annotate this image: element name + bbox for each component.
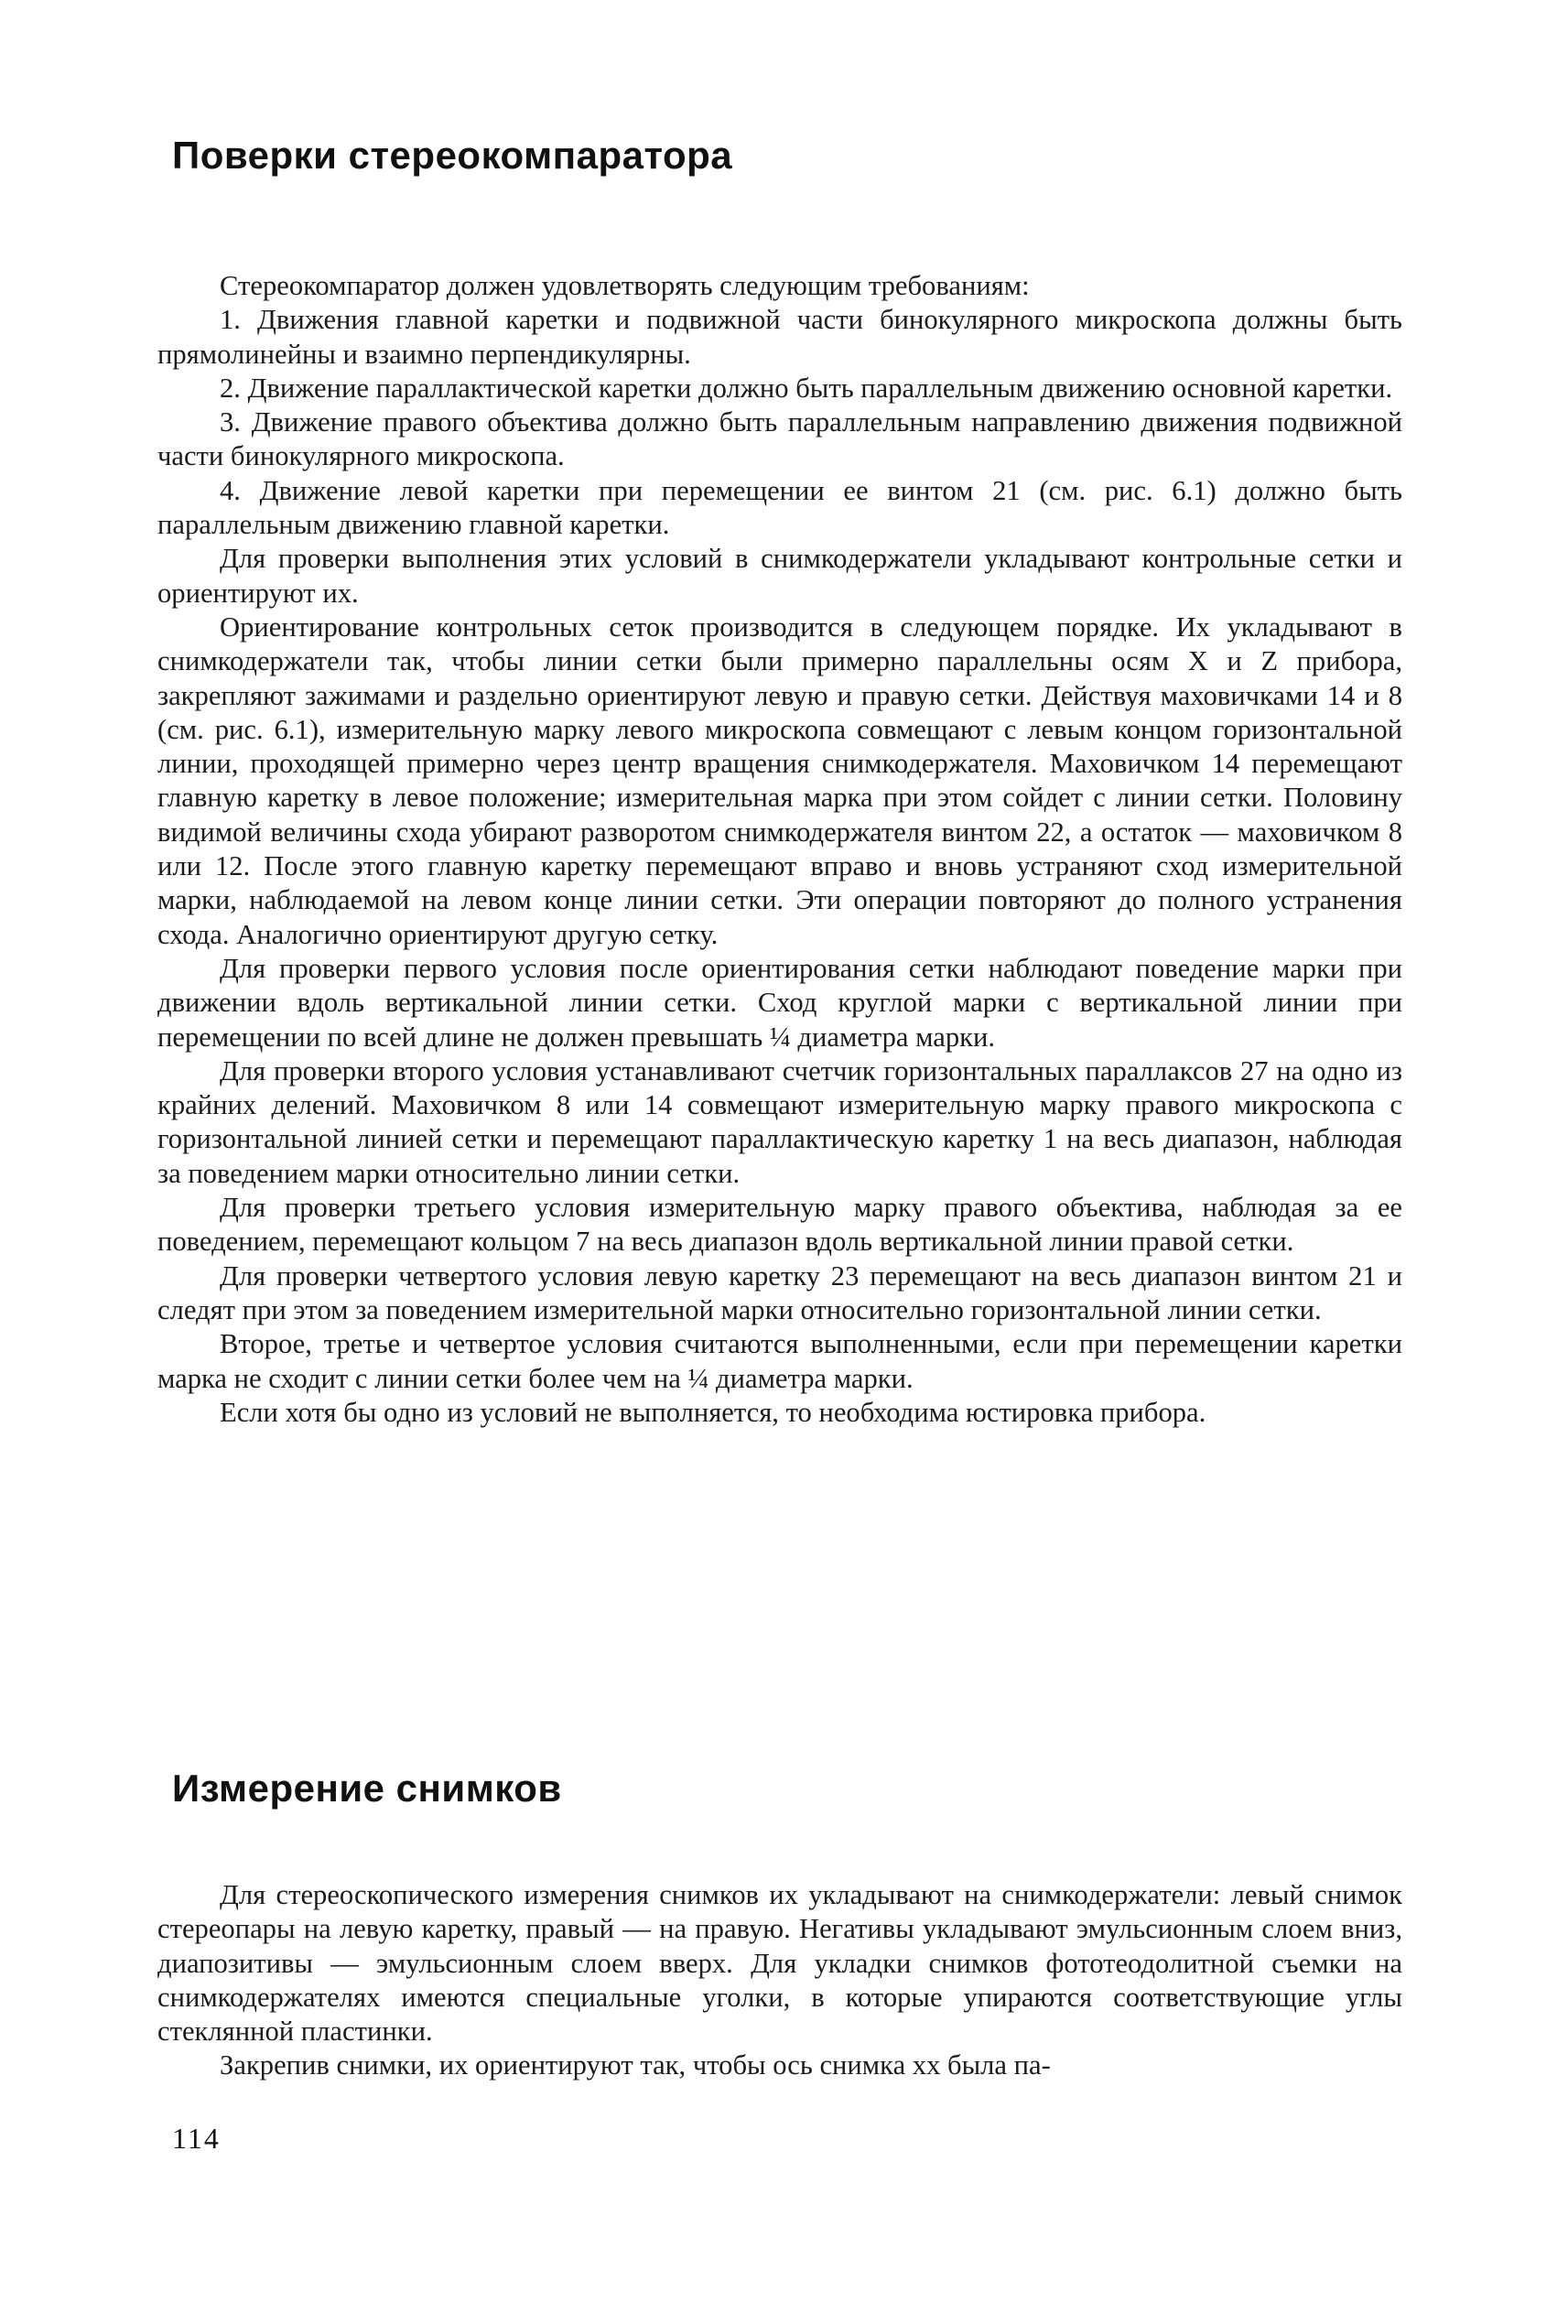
paragraph-stereo-measurement: Для стереоскопического измерения снимков их укладывают на снимкодержатели: левый снимок стереопары на левую каретку, правый — на правую. Негативы укладывают эмульсионным слоем вниз, диапозитивы — эмульсионным слоем вверх. Для укладки снимков фототеодолитной съемки на снимкодержателях имеются специальные уголки, в которые упираются соответствующие углы стеклянной пластинки. — [157, 1879, 1402, 2048]
paragraph-requirement-4: 4. Движение левой каретки при перемещении ее винтом 21 (см. рис. 6.1) должно быть параллельным движению главной каретки. — [157, 474, 1402, 541]
paragraph-check-condition-2: Для проверки второго условия устанавливают счетчик горизонтальных параллаксов 27 на одно из крайних делений. Маховичком 8 или 14 совмещают измерительную марку правого микроскопа с горизонтальной линией сетки и перемещают параллактическую каретку 1 на весь диапазон, наблюдая за поведением марки относительно линии сетки. — [157, 1054, 1402, 1189]
section-body-verification — [157, 269, 1402, 1430]
paragraph-requirement-2: 2. Движение параллактической каретки должно быть параллельным движению основной каретки. — [220, 372, 1393, 404]
paragraph-intro: Стереокомпаратор должен удовлетворять следующим требованиям: — [220, 270, 1030, 301]
paragraph-adjustment: Если хотя бы одно из условий не выполняется, то необходима юстировка прибора. — [220, 1396, 1206, 1428]
paragraph-control-grids: Для проверки выполнения этих условий в снимкодержатели укладывают контрольные сетки и ориентируют их. — [157, 543, 1402, 609]
section-title-verification: Поверки стереокомпаратора — [172, 134, 733, 177]
paragraph-check-condition-3: Для проверки третьего условия измерительную марку правого объектива, наблюдая за ее поведением, перемещают кольцом 7 на весь диапазон вдоль вертикальной линии правой сетки. — [157, 1192, 1402, 1258]
page-number: 114 — [172, 2122, 221, 2155]
paragraph-orient-images: Закрепив снимки, их ориентируют так, чтобы ось снимка xx была па- — [220, 2049, 1051, 2081]
paragraph-orientation-procedure: Ориентирование контрольных сеток производится в следующем порядке. Их укладывают в снимкодержатели так, чтобы линии сетки были примерно параллельны осям X и Z прибора, закрепляют зажимами и раздельно ориентируют левую и правую сетки. Действуя маховичками 14 и 8 (см. рис. 6.1), измерительную марку левого микроскопа совмещают с левым концом горизонтальной линии, проходящей примерно через центр вращения снимкодержателя. Маховичком 14 перемещают главную каретку в левое положение; измерительная марка при этом сойдет с линии сетки. Половину видимой величины схода убирают разворотом снимкодержателя винтом 22, а остаток — маховичком 8 или 12. После этого главную каретку перемещают вправо и вновь устраняют сход измерительной марки, наблюдаемой на левом конце линии сетки. Эти операции повторяют до полного устранения схода. Аналогично ориентируют другую сетку. — [157, 611, 1402, 950]
section-title-measurement: Измерение снимков — [172, 1767, 562, 1810]
paragraph-check-condition-1: Для проверки первого условия после ориентирования сетки наблюдают поведение марки при движении вдоль вертикальной линии сетки. Сход круглой марки с вертикальной линии при перемещении по всей длине не должен превышать ¼ диаметра марки. — [157, 952, 1402, 1053]
paragraph-requirement-1: 1. Движения главной каретки и подвижной части бинокулярного микроскопа должны быть прямолинейны и взаимно перпендикулярны. — [157, 304, 1402, 370]
paragraph-conditions-met: Второе, третье и четвертое условия считаются выполненными, если при перемещении каретки марка не сходит с линии сетки более чем на ¼ диаметра марки. — [157, 1328, 1402, 1394]
section-body-measurement — [157, 1878, 1402, 2083]
paragraph-check-condition-4: Для проверки четвертого условия левую каретку 23 перемещают на весь диапазон винтом 21 и следят при этом за поведением измерительной марки относительно горизонтальной линии сетки. — [157, 1259, 1402, 1325]
paragraph-requirement-3: 3. Движение правого объектива должно быть параллельным направлению движения подвижной части бинокулярного микроскопа. — [157, 406, 1402, 472]
